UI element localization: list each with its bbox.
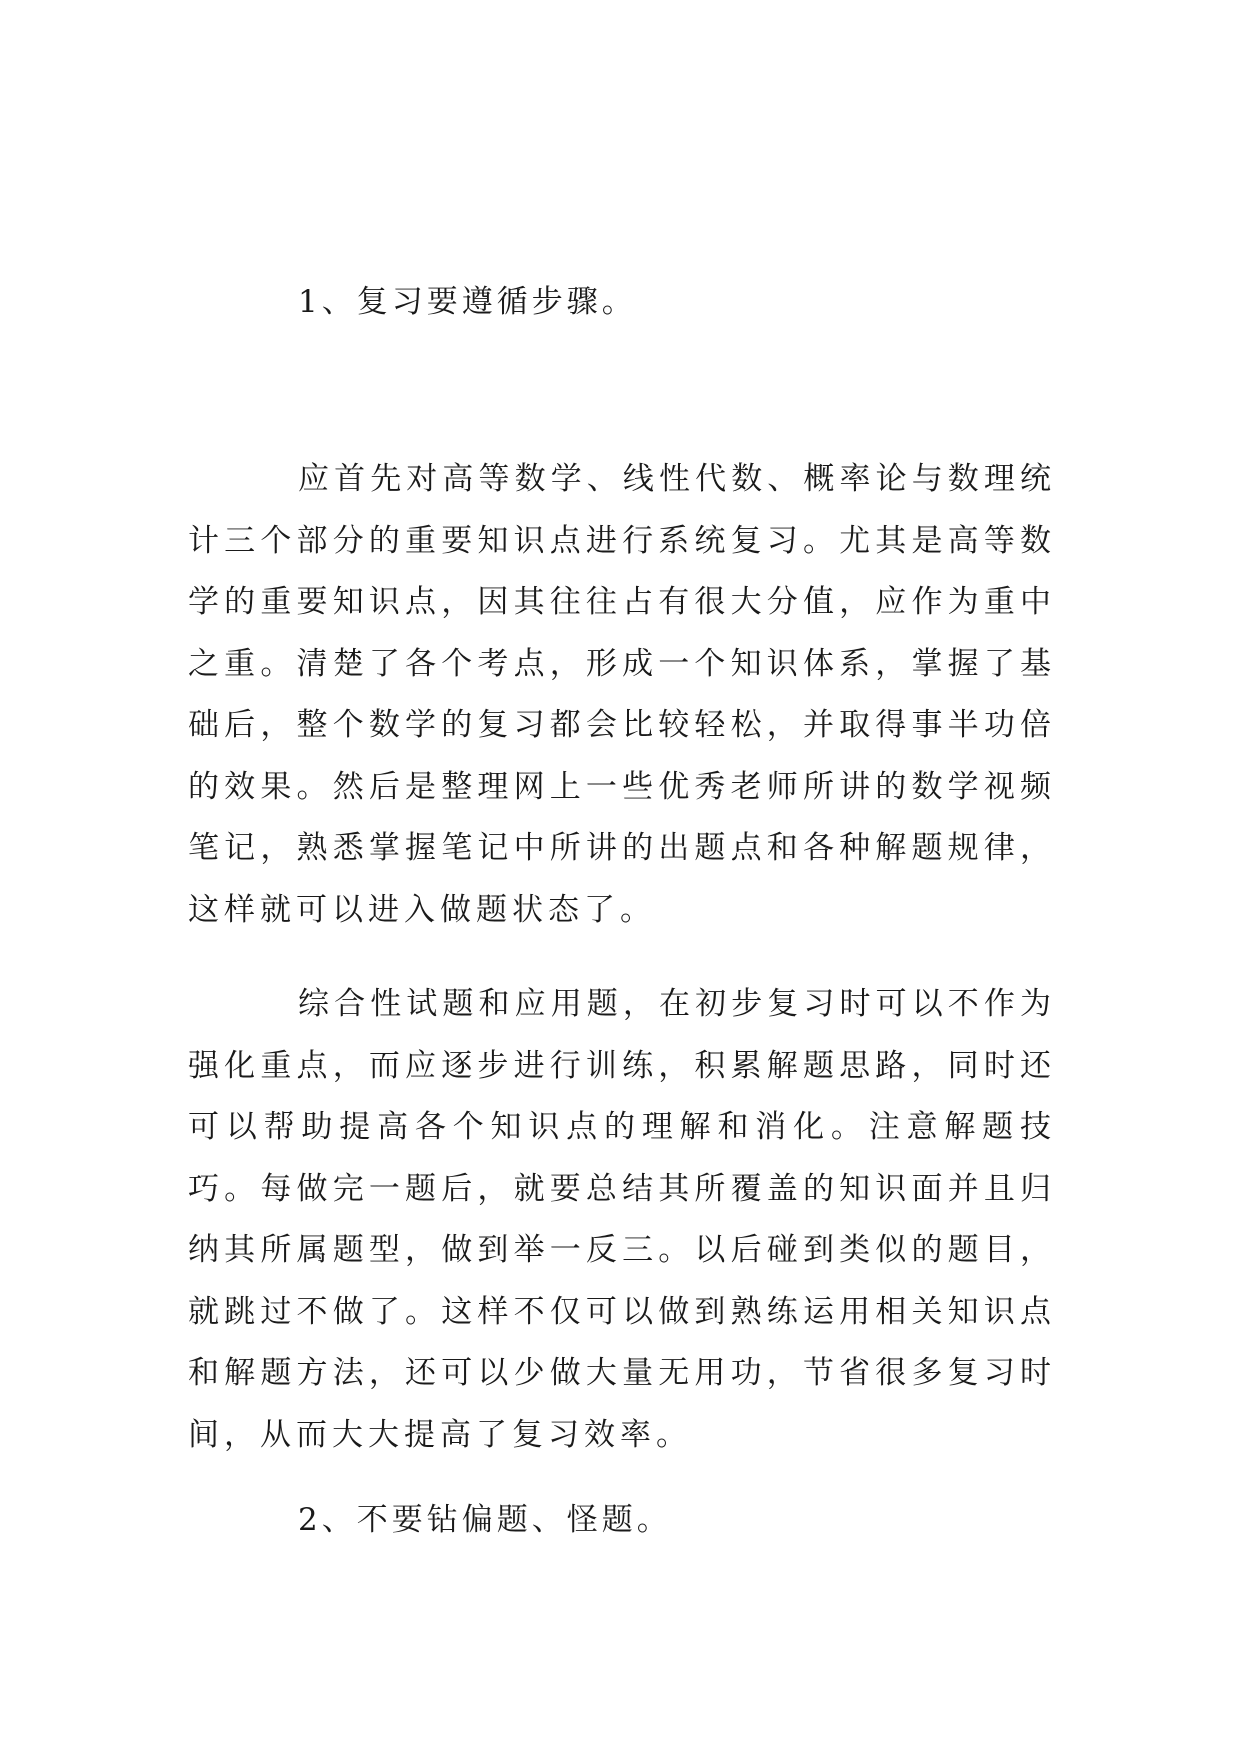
- paragraph-2: 综合性试题和应用题，在初步复习时可以不作为强化重点，而应逐步进行训练，积累解题思路，同时还可以帮助提高各个知识点的理解和消化。注意解题技巧。每做完一题后，就要总结其所覆盖的知识面并且归纳其所属题型，做到举一反三。以后碰到类似的题目，就跳过不做了。这样不仅可以做到熟练运用相关知识点和解题方法，还可以少做大量无用功，节省很多复习时间，从而大大提高了复习效率。: [188, 986, 1056, 1453]
- section-heading-1: 1、复习要遵循步骤。: [298, 284, 637, 320]
- paragraph-1: 应首先对高等数学、线性代数、概率论与数理统计三个部分的重要知识点进行系统复习。尤其是高等数学的重要知识点，因其往往占有很大分值，应作为重中之重。清楚了各个考点，形成一个知识体系，掌握了基础后，整个数学的复习都会比较轻松，并取得事半功倍的效果。然后是整理网上一些优秀老师所讲的数学视频笔记，熟悉掌握笔记中所讲的出题点和各种解题规律，这样就可以进入做题状态了。: [188, 461, 1056, 928]
- section-heading-2: 2、不要钻偏题、怪题。: [298, 1502, 672, 1538]
